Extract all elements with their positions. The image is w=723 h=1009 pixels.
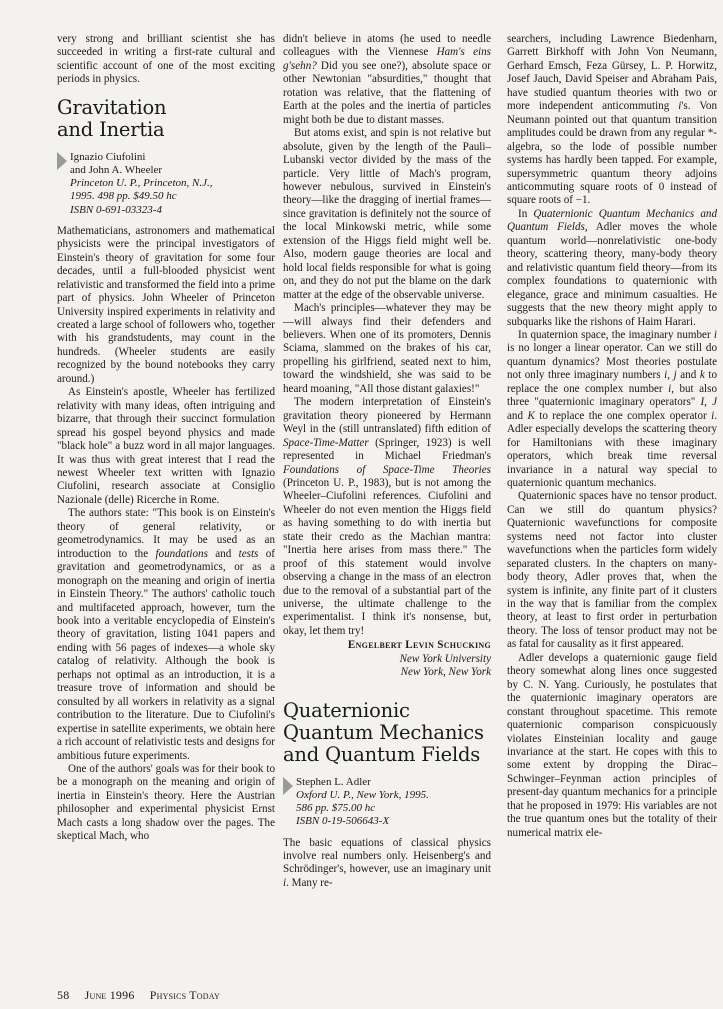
review-title-line-1: Gravitation xyxy=(57,95,167,119)
reviewer-signature: Engelbert Levin Schucking xyxy=(347,639,491,652)
body-paragraph: One of the authors' goals was for their book to be a monograph on the meaning and origin of inertia in Einstein's theory. Here the Austrian philosopher and experimental physicist Ernst Mach casts a long shadow over the pages. The skeptical Mach, who xyxy=(57,762,275,843)
body-paragraph: Mathematicians, astronomers and mathematical physicists were the principal investigators of Einstein's theory of gravitation for some four decades, until a full-blooded physicist went relativistic and transformed the field into a prime part of physics. John Wheeler of Princeton University inspired experiments in relativity and created a large school of followers who, together with his grandstudents, may count in the hundreds. (Wheeler students are easily recognized by the bound notebooks they carry around.) xyxy=(57,224,275,385)
book-arrow-icon xyxy=(283,777,293,795)
page-footer xyxy=(57,988,232,1003)
book-year-price: 1995. 498 pp. $49.50 hc xyxy=(70,190,177,203)
book-publisher: Princeton U. P., Princeton, N.J., xyxy=(70,177,213,190)
book-author-1: Ignazio Ciufolini xyxy=(70,150,146,163)
book-arrow-icon xyxy=(57,152,67,170)
intro-paragraph: very strong and brilliant scientist she has succeeded in writing a first-rate cultural and scientific account of one of the most exciting periods in physics. xyxy=(57,33,275,86)
book-publisher: Oxford U. P., New York, 1995. xyxy=(296,788,429,801)
column-3 xyxy=(507,33,717,840)
review-title-line-2: and Inertia xyxy=(57,117,165,141)
body-paragraph: The basic equations of classical physics involve real numbers only. Heisenberg's and Schrödinger's, however, use an imaginary unit i. Many re- xyxy=(283,836,491,889)
book-isbn: ISBN 0-691-03323-4 xyxy=(70,203,162,216)
book-author-2: and John A. Wheeler xyxy=(70,164,163,177)
reviewer-affiliation-1: New York University xyxy=(399,652,491,665)
column-1 xyxy=(57,33,275,844)
body-paragraph: In Quaternionic Quantum Mechanics and Quantum Fields, Adler moves the whole quantum world—nonrelativistic one-body theory, scattering theory, many-body theory and relativistic quantum field theory—from its complex foundations to quaternionic with elegance, grace and minimum casualties. He suggests that the new theory might apply to subquarks like the rishons of Haim Harari. xyxy=(507,207,718,328)
review-title-line-1: Quaternionic xyxy=(283,698,410,722)
body-paragraph: In quaternion space, the imaginary number i is no longer a linear operator. Can we still do quantum dynamics? Most theories postulate not only three imaginary numbers i, j and k to replace the one complex number i, but also three "quaternionic imaginary operators" I, J and K to replace the one complex operator i. Adler especially develops the scattering theory for Hamiltonians with these imaginary operators, which break time reversal invariance in a natural way special to quaternionic quantum mechanics. xyxy=(507,328,717,489)
body-paragraph: didn't believe in atoms (he used to needle colleagues with the Viennese Ham's eins g'sehn? Did you see one?), absolute space or other Newtonian "absurdities," thought that rotation was relative, that the flattening of Earth at the poles and the inertia of particles might both be due to distant masses. xyxy=(283,33,491,126)
book-isbn: ISBN 0-19-506643-X xyxy=(296,815,390,828)
body-paragraph: Adler develops a quaternionic gauge field theory somewhat along lines once suggested by C. N. Yang. Curiously, he postulates that the quaternionic imaginary operators are constant throughout spacetime. This remote quaternionic comparison conspicuously violates Einsteinian locality and gauge invariance at the start. He copes with this to some extent by dropping the Dirac–Schwinger–Feynman action principles of present-day quantum mechanics for a principle that he proposed in 1979: His variables are not the true quantum ones but the totality of their numerical matrix ele- xyxy=(507,651,717,839)
review-title-quaternionic xyxy=(283,700,491,766)
book-author-1: Stephen L. Adler xyxy=(296,775,371,788)
review-title-line-2: Quantum Mechanics xyxy=(283,720,484,744)
review-title-gravitation xyxy=(57,97,275,141)
magazine-name: Physics Today xyxy=(149,988,220,1002)
body-paragraph: The modern interpretation of Einstein's gravitation theory pioneered by Hermann Weyl in the (still untranslated) fifth edition of Space-Time-Matter (Springer, 1923) is well represented in Michael Friedman's Foundations of Space-Time Theories (Princeton U. P., 1983), but is not among the Wheeler–Ciufolini references. Ciufolini and Wheeler do not even mention the Higgs field as having something to do with inertia but state their credo as the Machian mantra: "Inertia here arises from mass there." The proof of this statement would involve observing a change in the mass of an electron due to the removal of a substantial part of the universe, the ultimate challenge to the experimentalist. I think it's nonsense, but, okay, let them try! xyxy=(283,396,491,637)
book-pages-price: 586 pp. $75.00 hc xyxy=(296,802,376,815)
page-number: 58 xyxy=(57,988,70,1002)
body-paragraph: Mach's principles—whatever they may be—will always find their defenders and believers. When one of its promoters, Dennis Sciama, slammed on the brakes of his car, propelling his girlfriend, seated next to him, toward the windshield, she was said to be heard moaning, "All those distant galaxies!" xyxy=(283,302,491,395)
body-paragraph: The authors state: "This book is on Einstein's theory of general relativity, or geometrodynamics. It may be used as an introduction to the foundations and tests of gravitation and geometrodynamics, or as a monograph on the meaning and origin of inertia in Einstein Theory." The authors' catholic touch and multifaceted approach, however, turn the book into a veritable encyclopedia of Einstein's theory of gravitation, listing 1041 papers and ending with 56 pages of indexes—a whole sky catalog of relativity. Although the book is perhaps not optimal as an introduction, it is a treasure trove of information and should be consulted by all workers in relativity as a signal contribution to the literature. Due to Ciufolini's expertise in satellite experiments, we obtain here a rich account of relativistic tests and designs for ambitious future experiments. xyxy=(57,507,275,762)
body-paragraph: But atoms exist, and spin is not relative but absolute, given by the length of the Pauli–Lubanski vector divided by the mass of the particle. Very little of Mach's program, however nebulous, survived in Einstein's theory—like the dragging of inertial frames—since gravitation is definitely not the source of the local Minkowski metric, while some extension of the Higgs field might well be. Also, modern gauge theories are local and hold local fields responsible for what is going on, and they do not put the blame on the dark matter at the edge of the observable universe. xyxy=(283,127,491,301)
body-paragraph: searchers, including Lawrence Biedenharn, Garrett Birkhoff with John Von Neumann, Gerhard Emsch, Feza Gürsey, L. P. Horwitz, Josef Jauch, David Speiser and Abraham Pais, have studied quantum theories with two or more independent anticommuting i's. Von Neumann pointed out that quantum transition amplitudes could be drawn from any regular *-algebra, so the lode of possible number systems has hardly been tapped. For example, supersymmetric quantum theory adjoins anticommuting square roots of 0 instead of square roots of −1. xyxy=(507,33,717,207)
book-info-quaternionic xyxy=(283,776,491,829)
reviewer-affiliation-2: New York, New York xyxy=(400,666,491,679)
review-title-line-3: and Quantum Fields xyxy=(283,742,481,766)
body-paragraph: As Einstein's apostle, Wheeler has fertilized relativity with many ideas, often intriguing and bizarre, that through their succinct formulation spread his gospel beyond physics and made "black hole" a buzz word in all major languages. It was thus with great interest that I read the newest Wheeler text written with Ignazio Ciufolini, research associate at Consiglio Nazionale (delle) Ricerche in Rome. xyxy=(57,386,275,506)
body-paragraph: Quaternionic spaces have no tensor product. Can we still do quantum physics? Quaternionic wavefunctions for composite systems need not factor into cluster wavefunctions when the particles form widely separated clusters. In the chapters on many-body theory, Adler proves that, when the system is infinite, any finite part of it clusters in the way that is familiar from the complex theory, at least to first order in perturbation theory. The loss of tensor product may not be as fatal for causality as it first appeared. xyxy=(507,490,717,651)
column-2 xyxy=(283,33,491,890)
book-info-gravitation xyxy=(57,151,275,217)
issue-date: June 1996 xyxy=(84,988,135,1002)
